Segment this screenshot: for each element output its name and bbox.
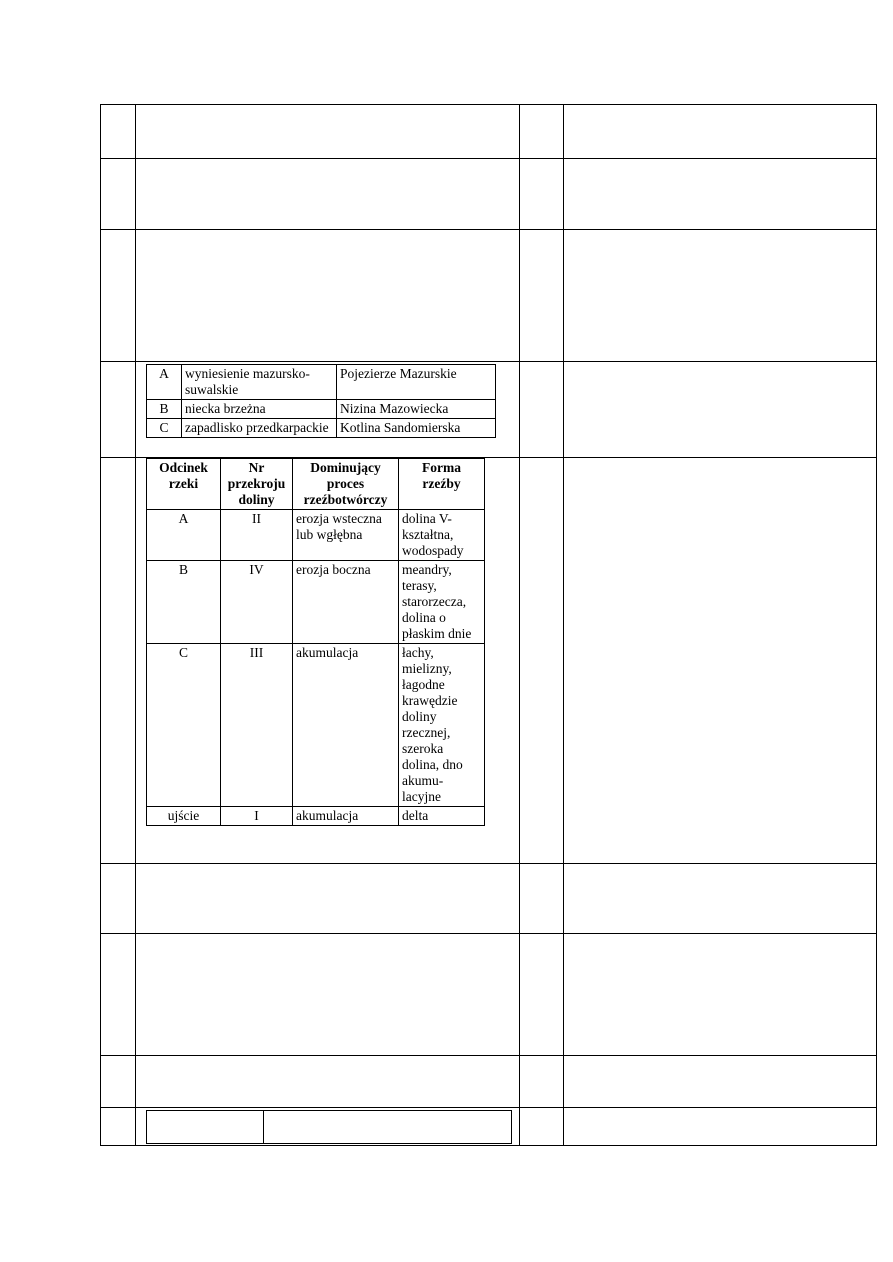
dominant-process: akumulacja bbox=[293, 807, 399, 826]
dominant-process: erozja boczna bbox=[293, 561, 399, 644]
points-cell bbox=[519, 1056, 563, 1108]
points-cell bbox=[519, 105, 563, 159]
profile-number: III bbox=[221, 644, 293, 807]
tectonic-units-table bbox=[146, 364, 496, 438]
answer-row bbox=[101, 362, 877, 458]
points-cell bbox=[519, 458, 563, 864]
dominant-process: erozja wsteczna lub wgłębna bbox=[293, 510, 399, 561]
answer-cell bbox=[136, 105, 519, 159]
answer-row bbox=[101, 1108, 877, 1146]
remarks-cell bbox=[563, 105, 876, 159]
table-row bbox=[147, 510, 485, 561]
header-row bbox=[147, 459, 485, 510]
landform: dolina V-kształtna, wodospady bbox=[399, 510, 485, 561]
column-header-section: Odcinek rzeki bbox=[147, 459, 221, 510]
remarks-cell bbox=[563, 1056, 876, 1108]
answer-cell bbox=[136, 230, 519, 362]
landform: delta bbox=[399, 807, 485, 826]
number-cell bbox=[101, 362, 136, 458]
table-row bbox=[147, 644, 485, 807]
physiographic-region: Pojezierze Mazurskie bbox=[337, 365, 496, 400]
points-cell bbox=[519, 362, 563, 458]
row-letter: B bbox=[147, 400, 182, 419]
number-cell bbox=[101, 1108, 136, 1146]
number-cell bbox=[101, 159, 136, 230]
physiographic-region: Kotlina Sandomierska bbox=[337, 419, 496, 438]
table-row bbox=[147, 365, 496, 400]
answer-row bbox=[101, 458, 877, 864]
tectonic-unit: niecka brzeżna bbox=[182, 400, 337, 419]
answer-row bbox=[101, 105, 877, 159]
landform: meandry, terasy, starorzecza, dolina o płaskim dnie bbox=[399, 561, 485, 644]
answer-key-table bbox=[100, 104, 877, 1146]
remarks-cell bbox=[563, 934, 876, 1056]
answer-row bbox=[101, 864, 877, 934]
river-section: A bbox=[147, 510, 221, 561]
column-header-profile: Nr przekroju doliny bbox=[221, 459, 293, 510]
tectonic-unit: zapadlisko przedkarpackie bbox=[182, 419, 337, 438]
landform: łachy, mielizny, łagodne krawędzie doliny rzecznej, szeroka dolina, dno akumu-lacyjne bbox=[399, 644, 485, 807]
points-cell bbox=[519, 864, 563, 934]
physiographic-region: Nizina Mazowiecka bbox=[337, 400, 496, 419]
answer-cell bbox=[136, 159, 519, 230]
column-header-form: Forma rzeźby bbox=[399, 459, 485, 510]
points-cell bbox=[519, 1108, 563, 1146]
number-cell bbox=[101, 458, 136, 864]
remarks-cell bbox=[563, 864, 876, 934]
empty-cell bbox=[264, 1111, 512, 1144]
number-cell bbox=[101, 105, 136, 159]
answer-cell bbox=[136, 934, 519, 1056]
remarks-cell bbox=[563, 230, 876, 362]
river-valley-table bbox=[146, 458, 485, 826]
table-row bbox=[147, 1111, 512, 1144]
river-section: C bbox=[147, 644, 221, 807]
table-row bbox=[147, 561, 485, 644]
tectonic-unit: wyniesienie mazursko-suwalskie bbox=[182, 365, 337, 400]
answer-cell bbox=[136, 864, 519, 934]
number-cell bbox=[101, 864, 136, 934]
answer-row bbox=[101, 934, 877, 1056]
number-cell bbox=[101, 934, 136, 1056]
table-row bbox=[147, 807, 485, 826]
river-section: B bbox=[147, 561, 221, 644]
empty-inner-table bbox=[146, 1110, 512, 1144]
answer-cell bbox=[136, 1056, 519, 1108]
row-letter: A bbox=[147, 365, 182, 400]
answer-row bbox=[101, 1056, 877, 1108]
remarks-cell bbox=[563, 159, 876, 230]
remarks-cell bbox=[563, 458, 876, 864]
points-cell bbox=[519, 159, 563, 230]
answer-row bbox=[101, 159, 877, 230]
table-row bbox=[147, 419, 496, 438]
points-cell bbox=[519, 230, 563, 362]
profile-number: II bbox=[221, 510, 293, 561]
answer-row bbox=[101, 230, 877, 362]
remarks-cell bbox=[563, 362, 876, 458]
profile-number: I bbox=[221, 807, 293, 826]
answer-cell bbox=[136, 458, 519, 864]
table-row bbox=[147, 400, 496, 419]
number-cell bbox=[101, 230, 136, 362]
empty-cell bbox=[147, 1111, 264, 1144]
answer-cell bbox=[136, 1108, 519, 1146]
number-cell bbox=[101, 1056, 136, 1108]
river-section: ujście bbox=[147, 807, 221, 826]
remarks-cell bbox=[563, 1108, 876, 1146]
dominant-process: akumulacja bbox=[293, 644, 399, 807]
profile-number: IV bbox=[221, 561, 293, 644]
column-header-process: Dominujący proces rzeźbotwórczy bbox=[293, 459, 399, 510]
answer-cell bbox=[136, 362, 519, 458]
points-cell bbox=[519, 934, 563, 1056]
row-letter: C bbox=[147, 419, 182, 438]
